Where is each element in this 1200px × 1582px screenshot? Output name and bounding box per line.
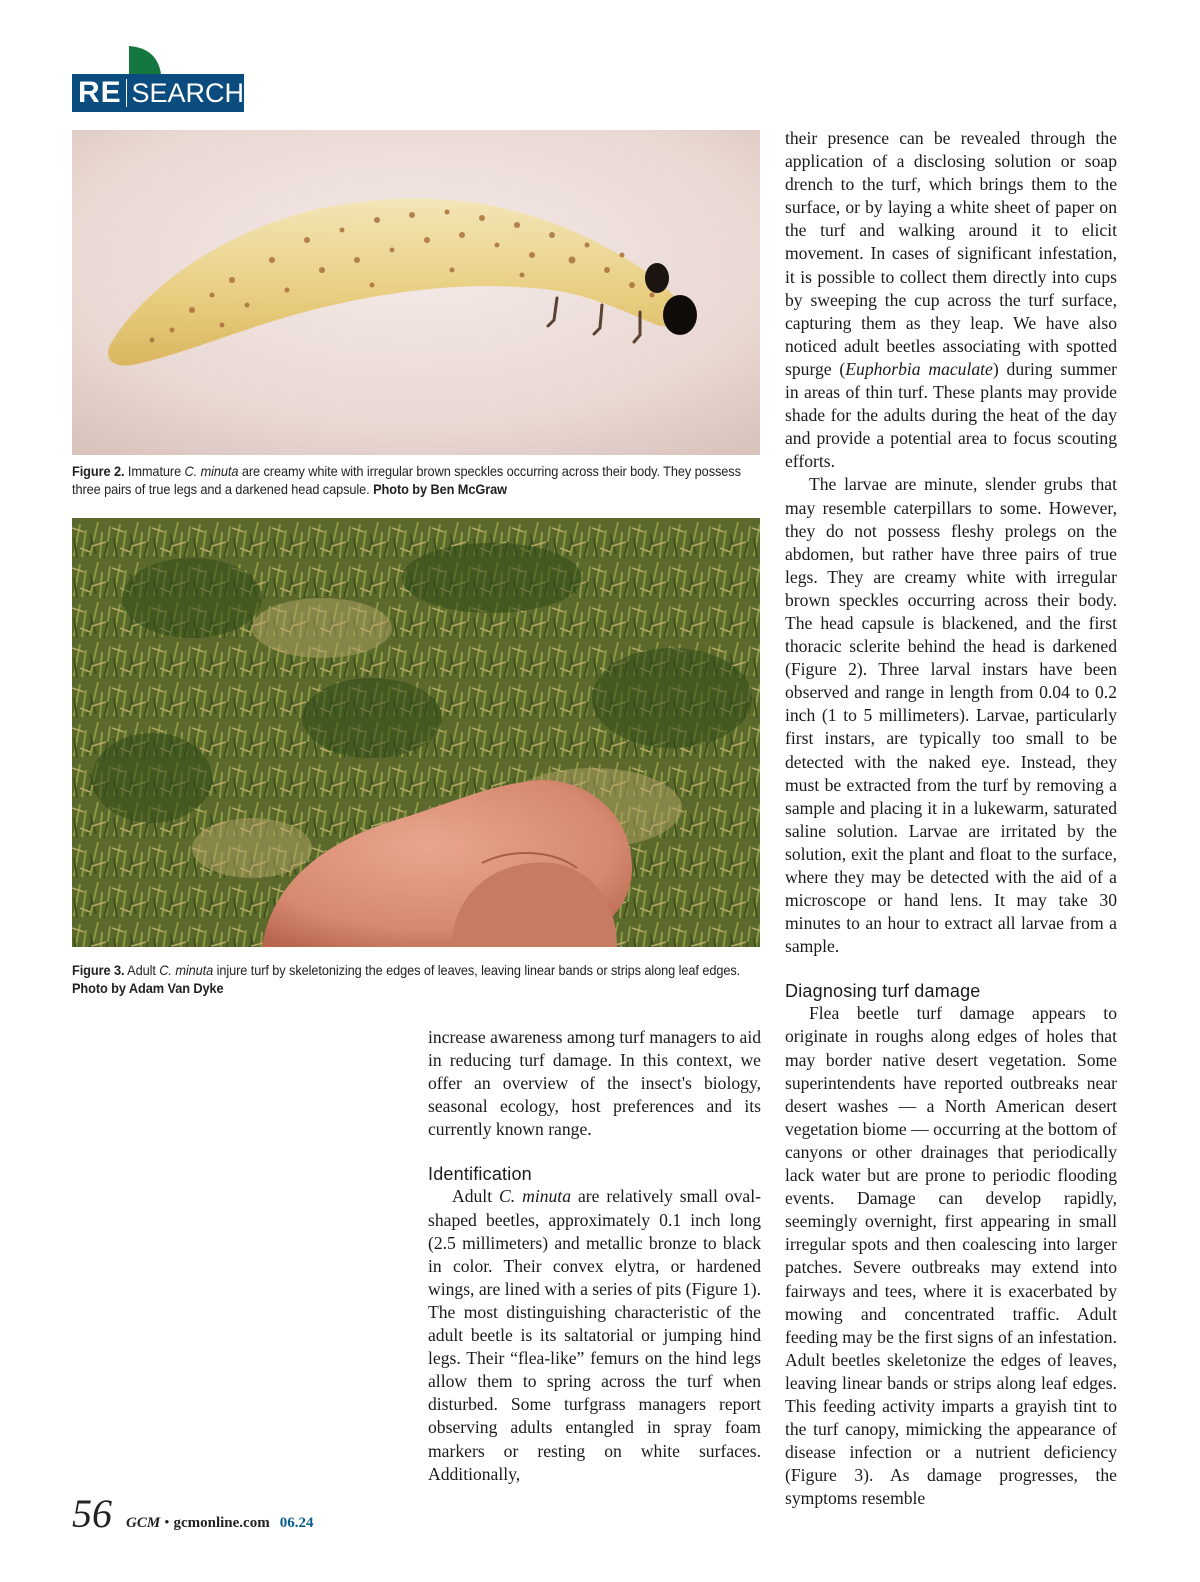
page-footer [72,1490,313,1537]
figure-3-species: C. minuta [159,963,214,978]
research-section-logo [72,46,244,112]
presence-species: Euphorbia maculate [845,358,993,379]
website-link[interactable]: gcmonline.com [173,1515,270,1531]
section-label-box [72,74,244,112]
publication-name: GCM [126,1515,161,1531]
damage-paragraph: Flea beetle turf damage appears to originate in roughs along edges of holes that may border native desert vegetation. Some superintendents have reported outbreaks near desert washes — a North American desert vegetation biome — occurring at the bottom of canyons or other drainages that periodically lack water but are prone to periodic flooding events. Damage can develop rapidly, seemingly overnight, first appearing in small irregular spots and then coalescing into larger patches. Severe outbreaks may extend into fairways and tees, where it is exacerbated by mowing and concentrated traffic. Adult feeding may be the first signs of an infestation. Adult beetles skeletonize the edges of leaves, leaving linear bands or strips along leaf edges. This feeding activity imparts a grayish tint to the turf canopy, mimicking the appearance of disease infection or a nutrient deficiency (Figure 3). As damage progresses, the symptoms resemble [785,1003,1117,1509]
section-label-divider [126,79,128,107]
figure-2-species: C. minuta [184,464,239,479]
figure-2-label: Figure 2. [72,464,125,479]
page-number: 56 [72,1491,112,1536]
presence-paragraph [785,127,1117,473]
figure-3-credit: Photo by Adam Van Dyke [72,981,224,996]
identification-pre: Adult [452,1186,500,1207]
larva-photo [72,130,760,455]
larvae-paragraph: The larvae are minute, slender grubs that may resemble caterpillars to some. However, they do not possess fleshy prolegs on the abdomen, but rather have three pairs of true legs. They are creamy white with irregular brown speckles occurring across their body. The head capsule is blackened, and the first thoracic sclerite behind the head is darkened (Figure 2). Three larval instars have been observed and range in length from 0.04 to 0.2 inch (1 to 5 millimeters). Larvae, particularly first instars, are typically too small to be detected with the naked eye. Instead, they must be extracted from the turf by removing a sample and placing it in a lukewarm, saturated saline solution. Larvae are irritated by the solution, exit the plant and float to the surface, where they may be detected with the aid of a microscope or hand lens. It may take 30 minutes to an hour to extract all larvae from a sample. [785,474,1117,957]
figure-3-caption-pre: Adult [124,963,160,978]
identification-paragraph [428,1185,761,1485]
footer-separator: • [164,1515,170,1531]
heading-identification: Identification [428,1164,532,1185]
section-label-search: SEARCH [131,77,244,108]
leaf-icon [129,46,161,74]
intro-paragraph: increase awareness among turf managers to aid in reducing turf damage. In this context, we offer an overview of the insect's biology, seasonal ecology, host preferences and its currently known range. [428,1027,761,1140]
figure-3-caption [72,962,756,998]
figure-3-label: Figure 3. [72,963,125,978]
identification-post: are relatively small oval-shaped beetles, approximately 0.1 inch long (2.5 millimeters) and metallic bronze to black in color. Their convex elytra, or hardened wings, are lined with a series of pits (Figure 1). The most distinguishing characteristic of the adult beetle is its saltatorial or jumping hind legs. Their “flea-like” femurs on the hind legs allow them to spring across the turf when disturbed. Some turfgrass managers report observing adults entangled in spray foam markers or resting on white surfaces. Additionally, [428,1186,761,1484]
figure-2-caption [72,463,756,499]
figure-2-caption-pre: Immature [124,464,185,479]
section-label-re: RE [78,76,122,109]
figure-2-credit: Photo by Ben McGraw [373,482,507,497]
article-column-right [785,127,1117,1510]
presence-pre: their presence can be revealed through the application of a disclosing solution or soap drench to the turf, which brings them to the surface, or by laying a white sheet of paper on the turf and walking around it to elicit movement. In cases of significant infestation, it is possible to collect them directly into cups by sweeping the cup across the turf surface, capturing them as they leap. We have also noticed adult beetles associating with spotted spurge ( [785,128,1117,379]
turf-damage-photo [72,518,760,947]
figure-2-caption-post: are creamy white with irregular brown speckles occurring across their body. They possess three pairs of true legs and a darkened head capsule. [72,464,741,497]
identification-species: C. minuta [499,1186,571,1207]
issue-date: 06.24 [279,1515,314,1531]
article-column-middle [428,1026,761,1486]
presence-post: ) during summer in areas of thin turf. These plants may provide shade for the adults during the heat of the day and provide a potential area to focus scouting efforts. [785,358,1117,472]
heading-diagnosing: Diagnosing turf damage [785,981,981,1002]
figure-3-caption-post: injure turf by skeletonizing the edges of leaves, leaving linear bands or strips along leaf edges. [213,963,741,978]
